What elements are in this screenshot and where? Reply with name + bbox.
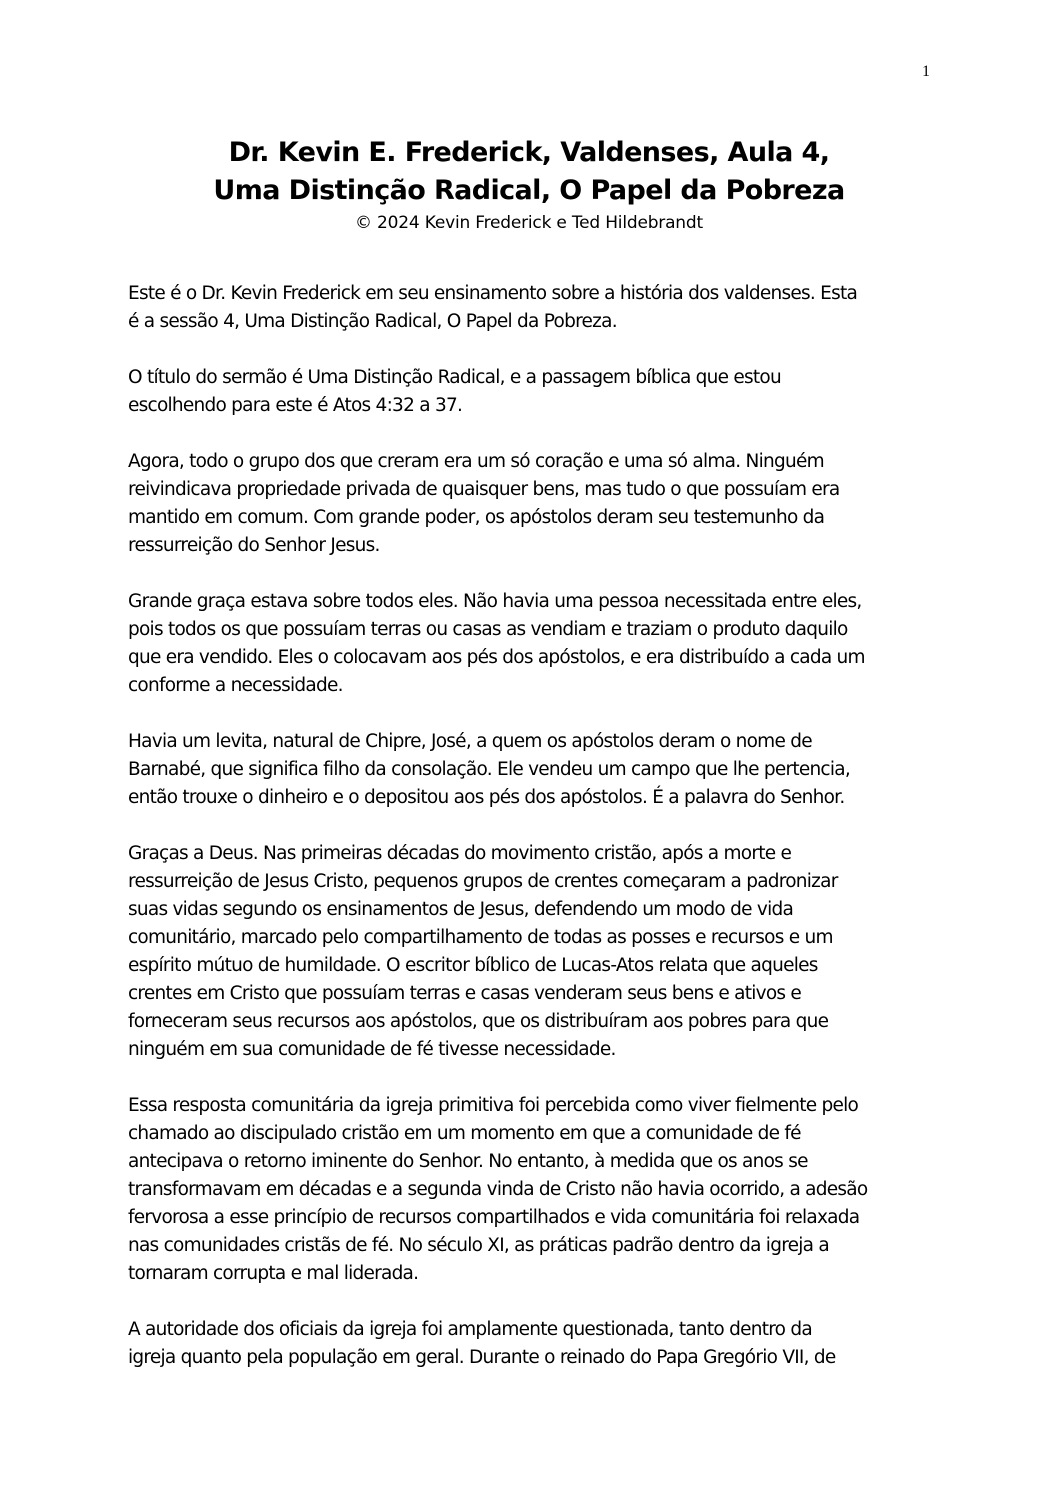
text-line: ressurreição do Senhor Jesus. <box>128 535 380 556</box>
text-line: nas comunidades cristãs de fé. No século XI, as práticas padrão dentro da igreja a <box>128 1235 829 1256</box>
text-line: pois todos os que possuíam terras ou casas as vendiam e traziam o produto daquilo <box>128 619 848 640</box>
text-line: espírito mútuo de humildade. O escritor bíblico de Lucas-Atos relata que aqueles <box>128 955 818 976</box>
text-line: escolhendo para este é Atos 4:32 a 37. <box>128 395 463 416</box>
text-line: que era vendido. Eles o colocavam aos pés dos apóstolos, e era distribuído a cada um <box>128 647 865 668</box>
text-line: Graças a Deus. Nas primeiras décadas do movimento cristão, após a morte e <box>128 843 792 864</box>
text-line: então trouxe o dinheiro e o depositou aos pés dos apóstolos. É a palavra do Senhor. <box>128 787 845 808</box>
paragraph-7 <box>128 1092 943 1288</box>
text-line: Grande graça estava sobre todos eles. Não havia uma pessoa necessitada entre eles, <box>128 591 862 612</box>
body-text <box>128 280 943 1400</box>
page-number: 1 <box>922 63 930 80</box>
text-line: comunitário, marcado pelo compartilhamento de todas as posses e recursos e um <box>128 927 833 948</box>
text-line: transformavam em décadas e a segunda vinda de Cristo não havia ocorrido, a adesão <box>128 1179 868 1200</box>
title-block <box>100 134 958 235</box>
text-line: Havia um levita, natural de Chipre, José, a quem os apóstolos deram o nome de <box>128 731 812 752</box>
text-line: O título do sermão é Uma Distinção Radical, e a passagem bíblica que estou <box>128 367 781 388</box>
text-line: Essa resposta comunitária da igreja primitiva foi percebida como viver fielmente pelo <box>128 1095 859 1116</box>
text-line: chamado ao discipulado cristão em um momento em que a comunidade de fé <box>128 1123 801 1144</box>
title-line-2: Uma Distinção Radical, O Papel da Pobreza <box>213 175 845 206</box>
text-line: A autoridade dos oficiais da igreja foi amplamente questionada, tanto dentro da <box>128 1319 812 1340</box>
paragraph-3 <box>128 448 943 560</box>
text-line: suas vidas segundo os ensinamentos de Jesus, defendendo um modo de vida <box>128 899 794 920</box>
text-line: conforme a necessidade. <box>128 675 343 696</box>
paragraph-1 <box>128 280 943 336</box>
text-line: reivindicava propriedade privada de quaisquer bens, mas tudo o que possuíam era <box>128 479 840 500</box>
text-line: antecipava o retorno iminente do Senhor. No entanto, à medida que os anos se <box>128 1151 808 1172</box>
text-line: mantido em comum. Com grande poder, os apóstolos deram seu testemunho da <box>128 507 825 528</box>
text-line: fervorosa a esse princípio de recursos compartilhados e vida comunitária foi relaxada <box>128 1207 860 1228</box>
text-line: tornaram corrupta e mal liderada. <box>128 1263 419 1284</box>
text-line: Barnabé, que significa filho da consolação. Ele vendeu um campo que lhe pertencia, <box>128 759 850 780</box>
paragraph-8 <box>128 1316 943 1372</box>
text-line: igreja quanto pela população em geral. Durante o reinado do Papa Gregório VII, de <box>128 1347 836 1368</box>
paragraph-2 <box>128 364 943 420</box>
text-line: crentes em Cristo que possuíam terras e casas venderam seus bens e ativos e <box>128 983 802 1004</box>
paragraph-5 <box>128 728 943 812</box>
text-line: forneceram seus recursos aos apóstolos, que os distribuíram aos pobres para que <box>128 1011 829 1032</box>
paragraph-4 <box>128 588 943 700</box>
paragraph-6 <box>128 840 943 1064</box>
text-line: ressurreição de Jesus Cristo, pequenos grupos de crentes começaram a padronizar <box>128 871 838 892</box>
text-line: é a sessão 4, Uma Distinção Radical, O Papel da Pobreza. <box>128 311 617 332</box>
title-line-1: Dr. Kevin E. Frederick, Valdenses, Aula 4, <box>228 137 830 168</box>
copyright-notice: © 2024 Kevin Frederick e Ted Hildebrandt <box>355 213 703 233</box>
text-line: Este é o Dr. Kevin Frederick em seu ensinamento sobre a história dos valdenses. Esta <box>128 283 858 304</box>
text-line: Agora, todo o grupo dos que creram era um só coração e uma só alma. Ninguém <box>128 451 824 472</box>
text-line: ninguém em sua comunidade de fé tivesse necessidade. <box>128 1039 616 1060</box>
